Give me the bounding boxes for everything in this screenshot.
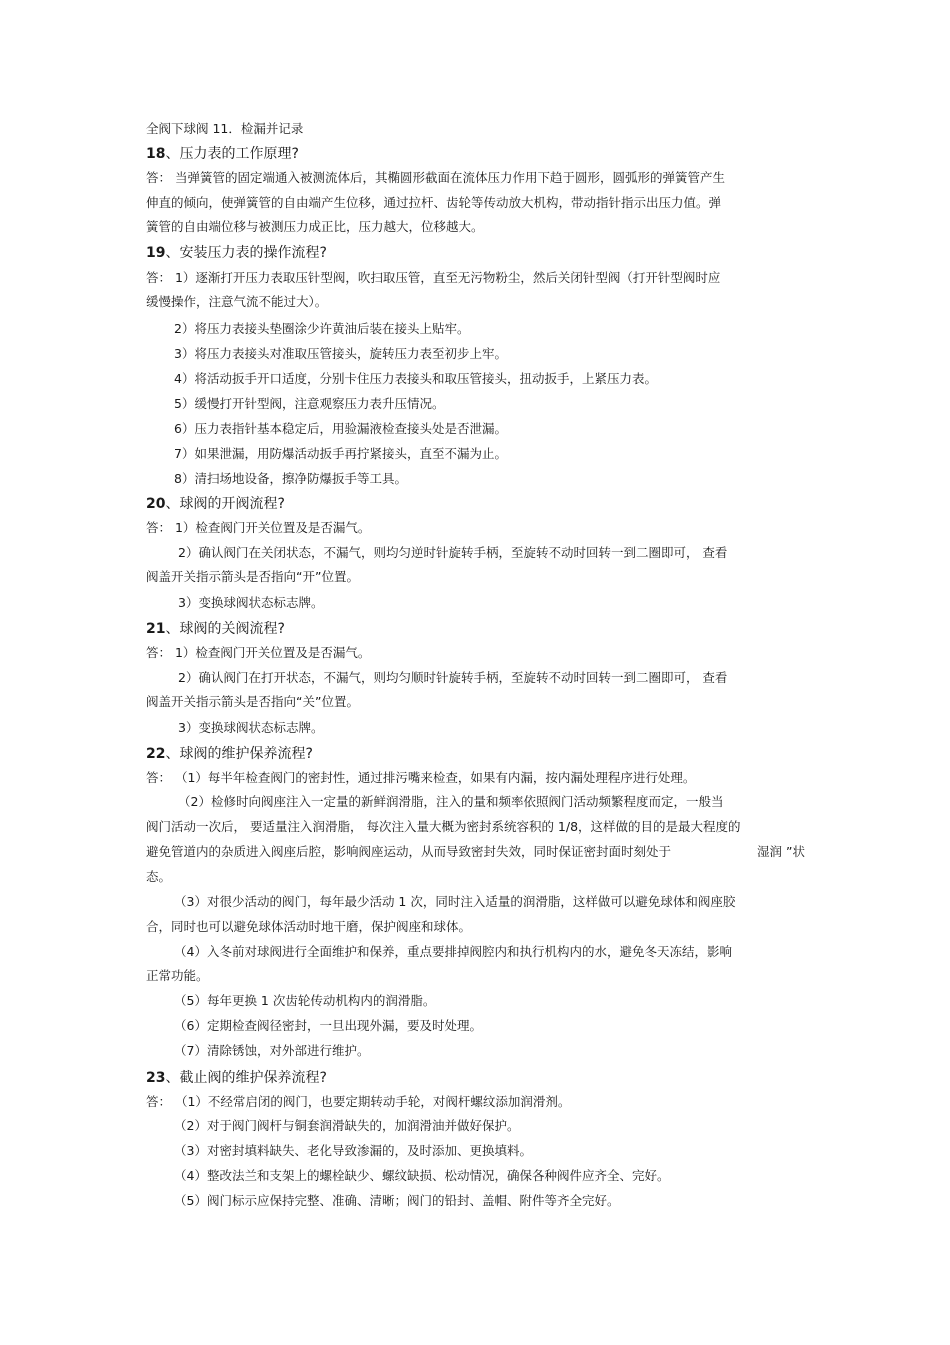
q22-line-6: （3）对很少活动的阀门，每年最少活动 1 次，同时注入适量的润滑脂，这样做可以避免球体和阀座胶 (174, 894, 736, 909)
q19-number: 19 (146, 245, 166, 261)
q19-line-2: 缓慢操作，注意气流不能过大）。 (146, 294, 328, 309)
q19-step-5: 5）缓慢打开针型阀，注意观察压力表升压情况。 (174, 396, 445, 411)
q22-line-1: 答： （1）每半年检查阀门的密封性，通过排污嘴来检查，如果有内漏，按内漏处理程序进行处理。 (146, 770, 696, 785)
q22-line-9: 正常功能。 (146, 968, 209, 983)
q18-line-3: 簧管的自由端位移与被测压力成正比，压力越大，位移越大。 (146, 219, 484, 234)
q22-line-3: 阀门活动一次后， 要适量注入润滑脂， 每次注入量大概为密封系统容积的 1/8，这样做的目的是最大程度的 (146, 819, 741, 834)
q19-step-3: 3）将压力表接头对准取压管接头，旋转压力表至初步上牢。 (174, 346, 507, 361)
q21-heading (146, 620, 285, 638)
q23-line-1: 答： （1）不经常启闭的阀门，也要定期转动手轮，对阀杆螺纹添加润滑剂。 (146, 1094, 571, 1109)
q18-heading (146, 145, 299, 163)
q20-line-1: 答： 1）检查阀门开关位置及是否漏气。 (146, 520, 371, 535)
q22-line-5: 态。 (146, 869, 172, 884)
q23-line-4: （4）整改法兰和支架上的螺栓缺少、螺纹缺损、松动情况，确保各种阀件应齐全、完好。 (174, 1168, 670, 1183)
q22-line-8: （4）入冬前对球阀进行全面维护和保养，重点要排掉阀腔内和执行机构内的水，避免冬天冻结，影响 (174, 944, 732, 959)
q23-line-5: （5）阀门标示应保持完整、准确、清晰；阀门的铅封、盖帽、附件等齐全完好。 (174, 1193, 620, 1208)
q19-step-8: 8）清扫场地设备，擦净防爆扳手等工具。 (174, 471, 407, 486)
q18-title: 、压力表的工作原理? (165, 146, 299, 162)
q21-line-1: 答： 1）检查阀门开关位置及是否漏气。 (146, 645, 371, 660)
q21-line-3: 阀盖开关指示箭头是否指向“关”位置。 (146, 694, 359, 709)
q22-number: 22 (146, 746, 166, 762)
q20-heading (146, 495, 285, 513)
q22-line-4: 避免管道内的杂质进入阀座后腔，影响阀座运动，从而导致密封失效，同时保证密封面时刻处于 (146, 844, 672, 859)
q19-heading (146, 244, 327, 262)
q22-heading (146, 745, 313, 763)
q21-line-4: 3）变换球阀状态标志牌。 (178, 720, 324, 735)
q18-number: 18 (146, 146, 166, 162)
q22-line-12: （7）清除锈蚀，对外部进行维护。 (174, 1043, 370, 1058)
q21-number: 21 (146, 621, 166, 637)
q20-line-2: 2）确认阀门在关闭状态，不漏气，则均匀逆时针旋转手柄，至旋转不动时回转一到二圈即可， 查看 (178, 545, 728, 560)
q21-title: 、球阀的关阀流程? (165, 621, 285, 637)
q21-line-2: 2）确认阀门在打开状态，不漏气，则均匀顺时针旋转手柄，至旋转不动时回转一到二圈即可， 查看 (178, 670, 728, 685)
q22-line-2: （2）检修时向阀座注入一定量的新鲜润滑脂，注入的量和频率依照阀门活动频繁程度而定，一般当 (178, 794, 724, 809)
q22-line-10: （5）每年更换 1 次齿轮传动机构内的润滑脂。 (174, 993, 436, 1008)
q20-line-4: 3）变换球阀状态标志牌。 (178, 595, 324, 610)
q19-step-4: 4）将活动扳手开口适度，分别卡住压力表接头和取压管接头，扭动扳手，上紧压力表。 (174, 371, 657, 386)
q19-step-2: 2）将压力表接头垫圈涂少许黄油后装在接头上贴牢。 (174, 321, 470, 336)
q22-line-11: （6）定期检查阀径密封，一旦出现外漏，要及时处理。 (174, 1018, 482, 1033)
q19-step-6: 6）压力表指针基本稳定后，用验漏液检查接头处是否泄漏。 (174, 421, 507, 436)
q18-line-1: 答： 当弹簧管的固定端通入被测流体后，其椭圆形截面在流体压力作用下趋于圆形，圆弧形的弹簧管产生 (146, 170, 725, 185)
q22-line-7: 合，同时也可以避免球体活动时地干磨，保护阀座和球体。 (146, 919, 472, 934)
q20-title: 、球阀的开阀流程? (165, 496, 285, 512)
q23-line-3: （3）对密封填料缺失、老化导致渗漏的，及时添加、更换填料。 (174, 1143, 532, 1158)
q22-title: 、球阀的维护保养流程? (165, 746, 313, 762)
q19-line-1: 答： 1）逐渐打开压力表取压针型阀，吹扫取压管，直至无污物粉尘，然后关闭针型阀（打开针型阀时应 (146, 270, 721, 285)
q19-title: 、安装压力表的操作流程? (165, 245, 327, 261)
q23-title: 、截止阀的维护保养流程? (165, 1070, 327, 1086)
q20-number: 20 (146, 496, 166, 512)
q22-line-4-end: 湿润 ”状 (757, 844, 805, 859)
q23-heading (146, 1069, 327, 1087)
q19-step-7: 7）如果泄漏，用防爆活动扳手再拧紧接头，直至不漏为止。 (174, 446, 507, 461)
q18-line-2: 伸直的倾向，使弹簧管的自由端产生位移，通过拉杆、齿轮等传动放大机构，带动指针指示出压力值。弹 (146, 195, 722, 210)
q23-line-2: （2）对于阀门阀杆与铜套润滑缺失的，加润滑油并做好保护。 (174, 1118, 520, 1133)
q20-line-3: 阀盖开关指示箭头是否指向“开”位置。 (146, 569, 359, 584)
q23-number: 23 (146, 1070, 166, 1086)
top-line: 全阀下球阀 11．检漏并记录 (146, 121, 304, 136)
